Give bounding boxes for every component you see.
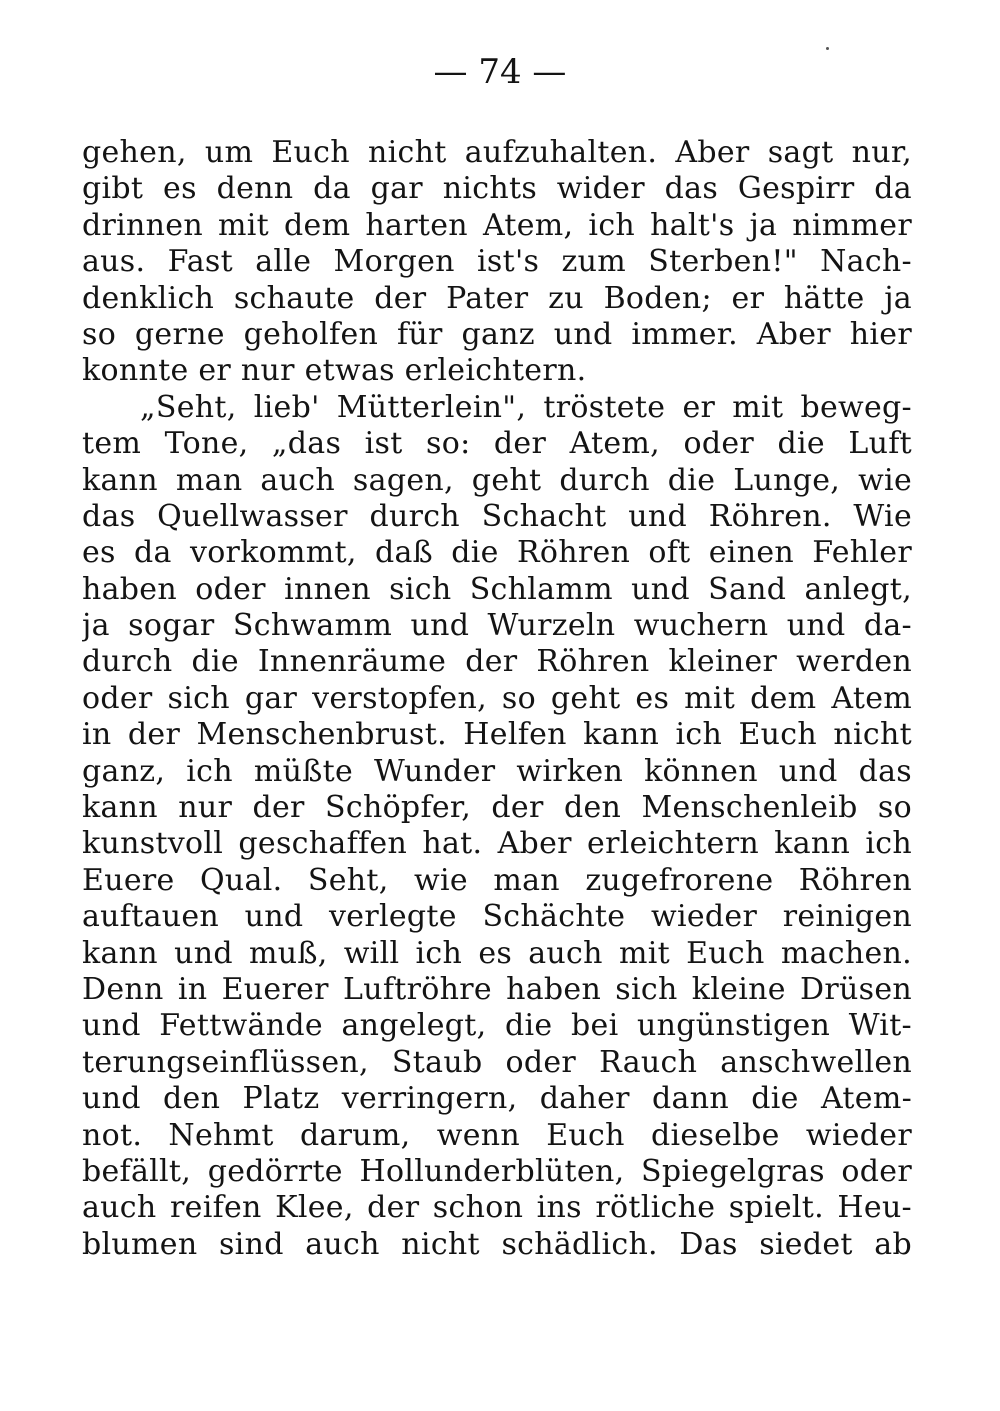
text-line: blumen sind auch nicht schädlich. Das siedet ab xyxy=(82,1226,912,1262)
text-line: in der Menschenbrust. Helfen kann ich Euch nicht xyxy=(82,717,912,753)
print-speck xyxy=(826,47,829,50)
text-line: konnte er nur etwas erleichtern. xyxy=(82,353,587,389)
page-number: — 74 — xyxy=(433,52,567,92)
text-line: gibt es denn da gar nichts wider das Gespirr da xyxy=(82,171,912,207)
text-line: und den Platz verringern, daher dann die Atem- xyxy=(82,1081,912,1117)
text-line: not. Nehmt darum, wenn Euch dieselbe wieder xyxy=(82,1117,912,1153)
text-line: denklich schaute der Pater zu Boden; er hätte ja xyxy=(82,280,912,316)
text-line: kann und muß, will ich es auch mit Euch machen. xyxy=(82,935,912,971)
text-line: auch reifen Klee, der schon ins rötliche spielt. Heu- xyxy=(82,1190,912,1226)
text-line: gehen, um Euch nicht aufzuhalten. Aber sagt nur, xyxy=(82,135,912,170)
text-line: so gerne geholfen für ganz und immer. Aber hier xyxy=(82,316,912,352)
text-line: terungseinflüssen, Staub oder Rauch anschwellen xyxy=(82,1044,912,1080)
body-text xyxy=(82,135,912,1263)
text-line: ja sogar Schwamm und Wurzeln wuchern und da- xyxy=(82,608,912,644)
text-line: es da vorkommt, daß die Röhren oft einen Fehler xyxy=(82,535,912,571)
text-line: und Fettwände angelegt, die bei ungünstigen Wit- xyxy=(82,1008,912,1044)
text-line: befällt, gedörrte Hollunderblüten, Spiegelgras oder xyxy=(82,1153,912,1189)
text-line: „Seht, lieb' Mütterlein", tröstete er mit beweg- xyxy=(140,389,912,425)
text-line: tem Tone, „das ist so: der Atem, oder die Luft xyxy=(82,426,912,462)
text-line: Denn in Euerer Luftröhre haben sich kleine Drüsen xyxy=(82,971,912,1007)
text-line: Euere Qual. Seht, wie man zugefrorene Röhren xyxy=(82,862,912,898)
text-line: kunstvoll geschaffen hat. Aber erleichtern kann ich xyxy=(82,826,912,862)
text-line: das Quellwasser durch Schacht und Röhren. Wie xyxy=(82,498,912,534)
text-line: kann nur der Schöpfer, der den Menschenleib so xyxy=(82,790,912,826)
text-line: oder sich gar verstopfen, so geht es mit dem Atem xyxy=(82,680,912,716)
text-line: haben oder innen sich Schlamm und Sand anlegt, xyxy=(82,571,912,607)
text-line: aus. Fast alle Morgen ist's zum Sterben!" Nach- xyxy=(82,244,912,280)
text-line: kann man auch sagen, geht durch die Lunge, wie xyxy=(82,462,912,498)
text-line: ganz, ich müßte Wunder wirken können und das xyxy=(82,753,912,789)
text-line: durch die Innenräume der Röhren kleiner werden xyxy=(82,644,912,680)
text-line: drinnen mit dem harten Atem, ich halt's ja nimmer xyxy=(82,207,912,243)
text-line: auftauen und verlegte Schächte wieder reinigen xyxy=(82,899,912,935)
